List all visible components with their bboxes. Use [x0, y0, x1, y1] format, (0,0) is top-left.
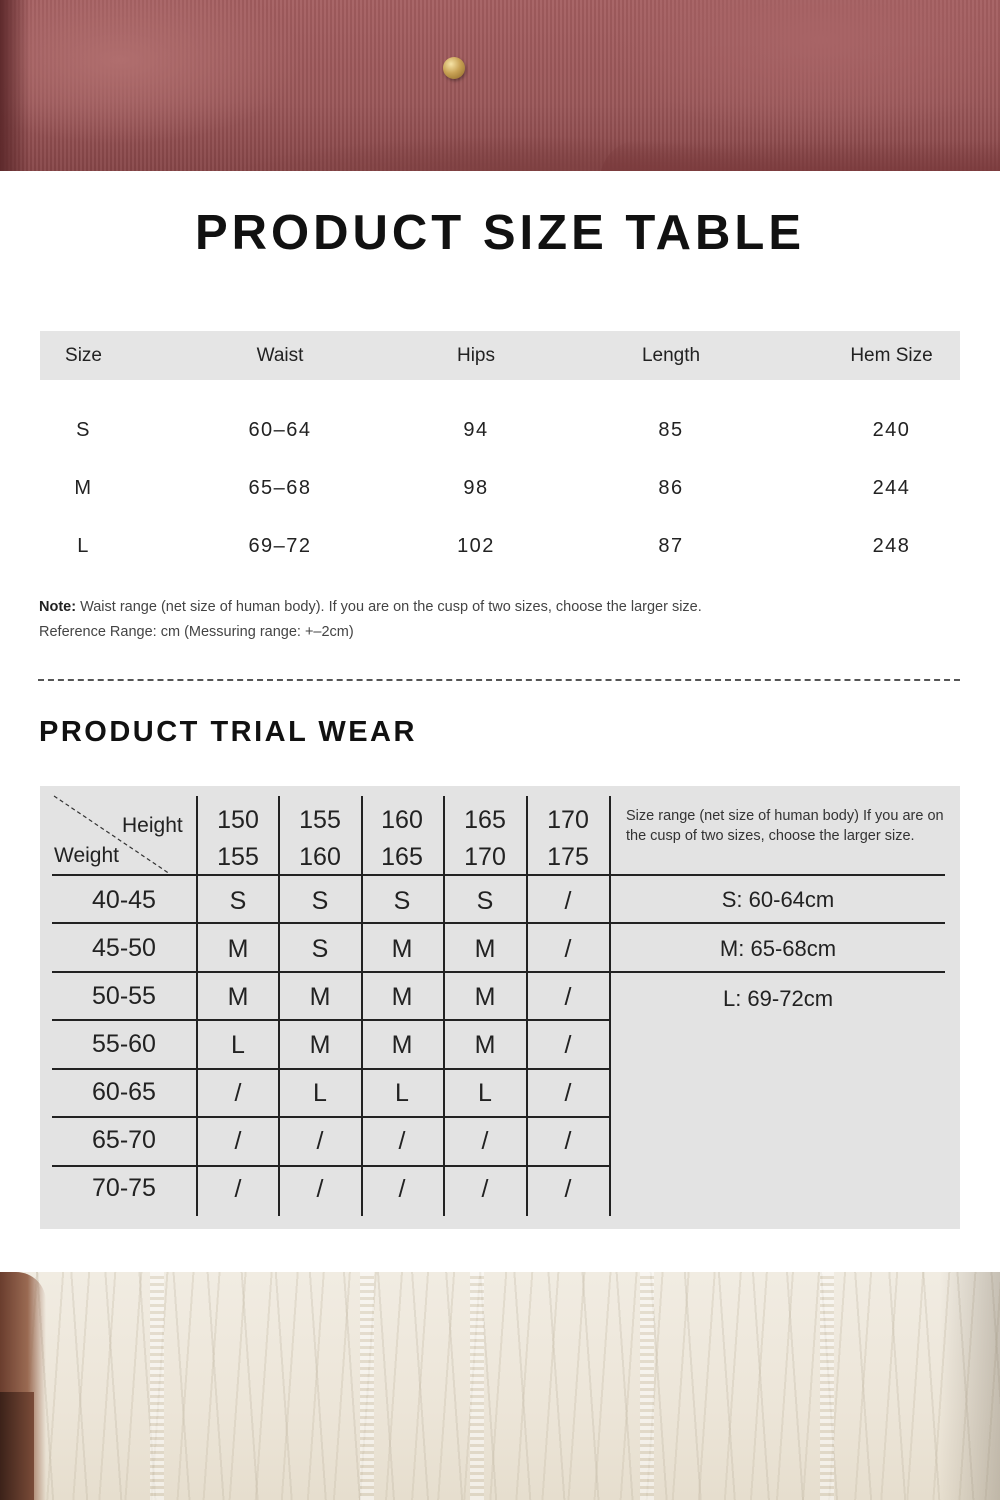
cell-size: M: [74, 476, 93, 499]
size-table-body: [40, 401, 960, 575]
size-cell: /: [564, 887, 572, 915]
height-to: 165: [381, 843, 423, 871]
grid-hline: [52, 922, 945, 924]
size-cell: L: [313, 1079, 327, 1107]
cell-hips: 94: [463, 418, 489, 441]
product-photo-bottom: [0, 1272, 1000, 1500]
size-cell: /: [316, 1127, 324, 1155]
height-to: 155: [217, 843, 259, 871]
note-line-2: Reference Range: cm (Messuring range: +–2cm): [39, 624, 354, 640]
lace-trim: [150, 1272, 164, 1500]
cell-size: S: [76, 418, 91, 441]
size-cell: /: [564, 983, 572, 1011]
size-range-note: Size range (net size of human body) If you are on the cusp of two sizes, choose the larger size.: [626, 808, 944, 844]
size-cell: L: [478, 1079, 492, 1107]
size-cell: /: [234, 1127, 242, 1155]
size-cell: M: [227, 935, 249, 963]
header-waist: Waist: [256, 344, 304, 366]
fabric-fold: [600, 140, 1000, 171]
size-cell: M: [391, 1031, 413, 1059]
size-cell: S: [229, 887, 247, 915]
dashed-divider: [38, 679, 960, 681]
size-cell: /: [564, 1175, 572, 1203]
model-hand: [0, 1392, 34, 1500]
lace-trim: [640, 1272, 654, 1500]
weight-label: 40-45: [92, 886, 156, 914]
cell-length: 85: [658, 418, 684, 441]
cell-waist: 69–72: [248, 534, 312, 557]
trial-wear-panel: [40, 786, 960, 1229]
cell-waist: 65–68: [248, 476, 312, 499]
size-cell: /: [481, 1127, 489, 1155]
corner-weight-label: Weight: [54, 844, 119, 867]
size-table: [40, 331, 960, 575]
size-cell: M: [391, 983, 413, 1011]
height-header: [197, 802, 279, 876]
cell-waist: 60–64: [248, 418, 312, 441]
weight-label: 60-65: [92, 1078, 156, 1106]
size-table-header: [40, 331, 960, 380]
header-hem: Hem Size: [850, 344, 933, 366]
size-cell: S: [311, 935, 329, 963]
cell-length: 87: [658, 534, 684, 557]
cell-hem: 240: [872, 418, 911, 441]
size-cell: M: [474, 1031, 496, 1059]
cell-size: L: [77, 534, 90, 557]
trial-wear-title: PRODUCT TRIAL WEAR: [39, 716, 417, 748]
photo-shadow: [0, 0, 30, 171]
height-from: 160: [381, 806, 423, 834]
table-row: [40, 459, 960, 517]
height-to: 170: [464, 843, 506, 871]
height-from: 165: [464, 806, 506, 834]
height-header: [279, 802, 361, 876]
lace-trim: [820, 1272, 834, 1500]
size-cell: /: [564, 935, 572, 963]
height-from: 150: [217, 806, 259, 834]
corner-height-label: Height: [122, 814, 183, 837]
size-cell: M: [227, 983, 249, 1011]
size-cell: /: [398, 1127, 406, 1155]
size-cell: M: [309, 983, 331, 1011]
header-length: Length: [641, 344, 701, 366]
size-cell: /: [564, 1031, 572, 1059]
header-size: Size: [65, 344, 102, 366]
grid-hline: [52, 1116, 610, 1118]
cell-hips: 102: [457, 534, 495, 557]
size-cell: M: [474, 983, 496, 1011]
height-header: [361, 802, 443, 876]
size-cell: L: [231, 1031, 245, 1059]
height-to: 160: [299, 843, 341, 871]
size-cell: /: [398, 1175, 406, 1203]
height-from: 155: [299, 806, 341, 834]
range-s: S: 60-64cm: [721, 887, 835, 912]
page-title: PRODUCT SIZE TABLE: [194, 206, 806, 260]
product-photo-top: [0, 0, 1000, 171]
size-cell: /: [564, 1079, 572, 1107]
grid-hline: [52, 1068, 610, 1070]
size-cell: /: [564, 1127, 572, 1155]
cell-hem: 244: [872, 476, 911, 499]
height-header: [444, 802, 526, 876]
photo-shade: [940, 1272, 1000, 1500]
cell-hips: 98: [463, 476, 489, 499]
size-cell: /: [234, 1079, 242, 1107]
cell-length: 86: [658, 476, 684, 499]
size-cell: /: [234, 1175, 242, 1203]
lace-trim: [470, 1272, 484, 1500]
grid-hline: [52, 1165, 610, 1167]
size-notes: [39, 595, 702, 645]
grid-hline: [52, 1019, 610, 1021]
size-cell: /: [316, 1175, 324, 1203]
height-header: [527, 802, 609, 876]
size-cell: M: [474, 935, 496, 963]
weight-label: 70-75: [92, 1174, 156, 1202]
table-row: [40, 401, 960, 459]
size-cell: L: [395, 1079, 409, 1107]
gold-button-detail: [443, 57, 465, 79]
grid-hline: [52, 971, 945, 973]
size-cell: S: [476, 887, 494, 915]
note-text: Waist range (net size of human body). If you are on the cusp of two sizes, choose the larger size.: [80, 599, 702, 615]
note-line-1: [39, 595, 702, 620]
weight-label: 45-50: [92, 934, 156, 962]
note-label: Note:: [39, 599, 77, 615]
size-cell: /: [481, 1175, 489, 1203]
header-hips: Hips: [456, 344, 495, 366]
lace-trim: [360, 1272, 374, 1500]
size-cell: M: [391, 935, 413, 963]
table-row: [40, 517, 960, 575]
range-m: M: 65-68cm: [719, 936, 837, 961]
range-l: L: 69-72cm: [722, 986, 834, 1011]
weight-label: 50-55: [92, 982, 156, 1010]
height-to: 175: [547, 843, 589, 871]
size-cell: M: [309, 1031, 331, 1059]
size-cell: S: [311, 887, 329, 915]
size-cell: S: [393, 887, 411, 915]
weight-label: 55-60: [92, 1030, 156, 1058]
height-from: 170: [547, 806, 589, 834]
weight-label: 65-70: [92, 1126, 156, 1154]
cell-hem: 248: [872, 534, 911, 557]
